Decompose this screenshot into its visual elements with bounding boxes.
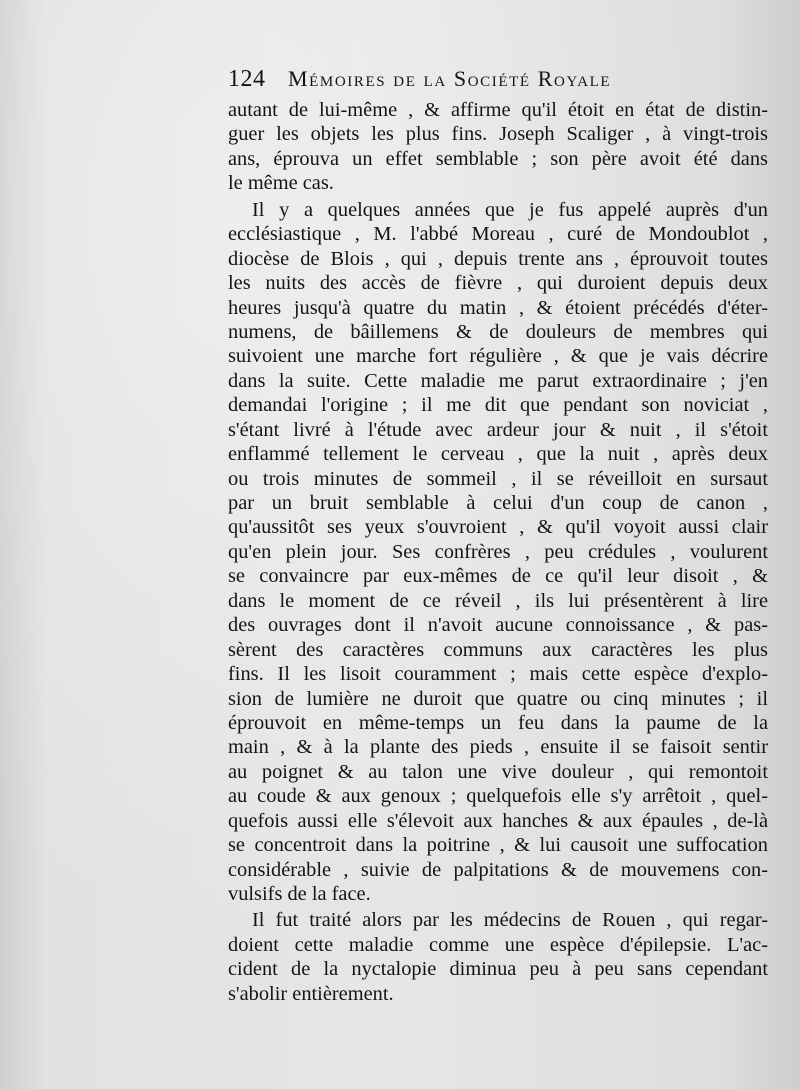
text-line: diocèse de Blois , qui , depuis trente ans , éprouvoit toutes [228,247,768,270]
text-line: qu'en plein jour. Ses confrères , peu crédules , voulurent [228,540,768,563]
text-line: les nuits des accès de fièvre , qui duroient depuis deux [228,272,768,295]
text-line: dans le moment de ce réveil , ils lui présentèrent à lire [228,589,768,612]
text-line: quefois aussi elle s'élevoit aux hanches & aux épaules , de-là [228,809,768,832]
text-line: des ouvrages dont il n'avoit aucune connoissance , & pas- [228,614,768,637]
text-line: considérable , suivie de palpitations & de mouvemens con- [228,858,768,881]
text-line: se concentroit dans la poitrine , & lui causoit une suffocation [228,834,768,857]
body-text [228,98,768,1006]
paragraph [228,198,768,907]
text-line: éprouvoit en même-temps un feu dans la paume de la [228,711,768,734]
page-header [228,66,748,100]
text-line: ans, éprouva un effet semblable ; son père avoit été dans [228,147,768,170]
text-line: suivoient une marche fort régulière , & que je vais décrire [228,345,768,368]
text-line: main , & à la plante des pieds , ensuite il se faisoit sentir [228,736,768,759]
text-line: numens, de bâillemens & de douleurs de membres qui [228,320,768,343]
text-line: fins. Il les lisoit couramment ; mais cette espèce d'explo- [228,663,768,686]
text-line: dans la suite. Cette maladie me parut extraordinaire ; j'en [228,369,768,392]
text-line: au poignet & au talon une vive douleur , qui remontoit [228,760,768,783]
text-line: se convaincre par eux-mêmes de ce qu'il leur disoit , & [228,565,768,588]
running-title: Mémoires de la Société Royale [288,66,612,91]
text-line: sèrent des caractères communs aux caractères les plus [228,638,768,661]
paragraph [228,908,768,1006]
paragraph [228,98,768,196]
text-line: vulsifs de la face. [228,883,371,905]
text-line: cident de la nyctalopie diminua peu à peu sans cependant [228,958,768,981]
text-line: le même cas. [228,172,334,195]
text-line: ou trois minutes de sommeil , il se réveilloit en sursaut [228,467,768,490]
text-line: par un bruit semblable à celui d'un coup de canon , [228,492,768,514]
text-line: enflammé tellement le cerveau , que la nuit , après deux [228,443,768,466]
text-line: au coude & aux genoux ; quelquefois elle s'y arrêtoit , quel- [228,785,768,808]
text-line: guer les objets les plus fins. Joseph Scaliger , à vingt-trois [228,123,768,146]
text-line: Il y a quelques années que je fus appelé auprès d'un [252,198,768,221]
text-line: autant de lui-même , & affirme qu'il étoit en état de distin- [228,99,768,121]
page-number: 124 [228,66,266,92]
text-line: demandai l'origine ; il me dit que pendant son noviciat , [228,394,768,417]
text-line: s'abolir entièrement. [228,982,394,1005]
text-line: qu'aussitôt ses yeux s'ouvroient , & qu'il voyoit aussi clair [228,516,768,539]
text-line: ecclésiastique , M. l'abbé Moreau , curé de Mondoublot , [228,223,768,246]
text-line: sion de lumière ne duroit que quatre ou cinq minutes ; il [228,687,768,710]
text-line: Il fut traité alors par les médecins de Rouen , qui regar- [252,909,768,932]
text-line: s'étant livré à l'étude avec ardeur jour & nuit , il s'étoit [228,418,768,441]
text-line: doient cette maladie comme une espèce d'épilepsie. L'ac- [228,933,768,956]
text-line: heures jusqu'à quatre du matin , & étoient précédés d'éter- [228,296,768,319]
